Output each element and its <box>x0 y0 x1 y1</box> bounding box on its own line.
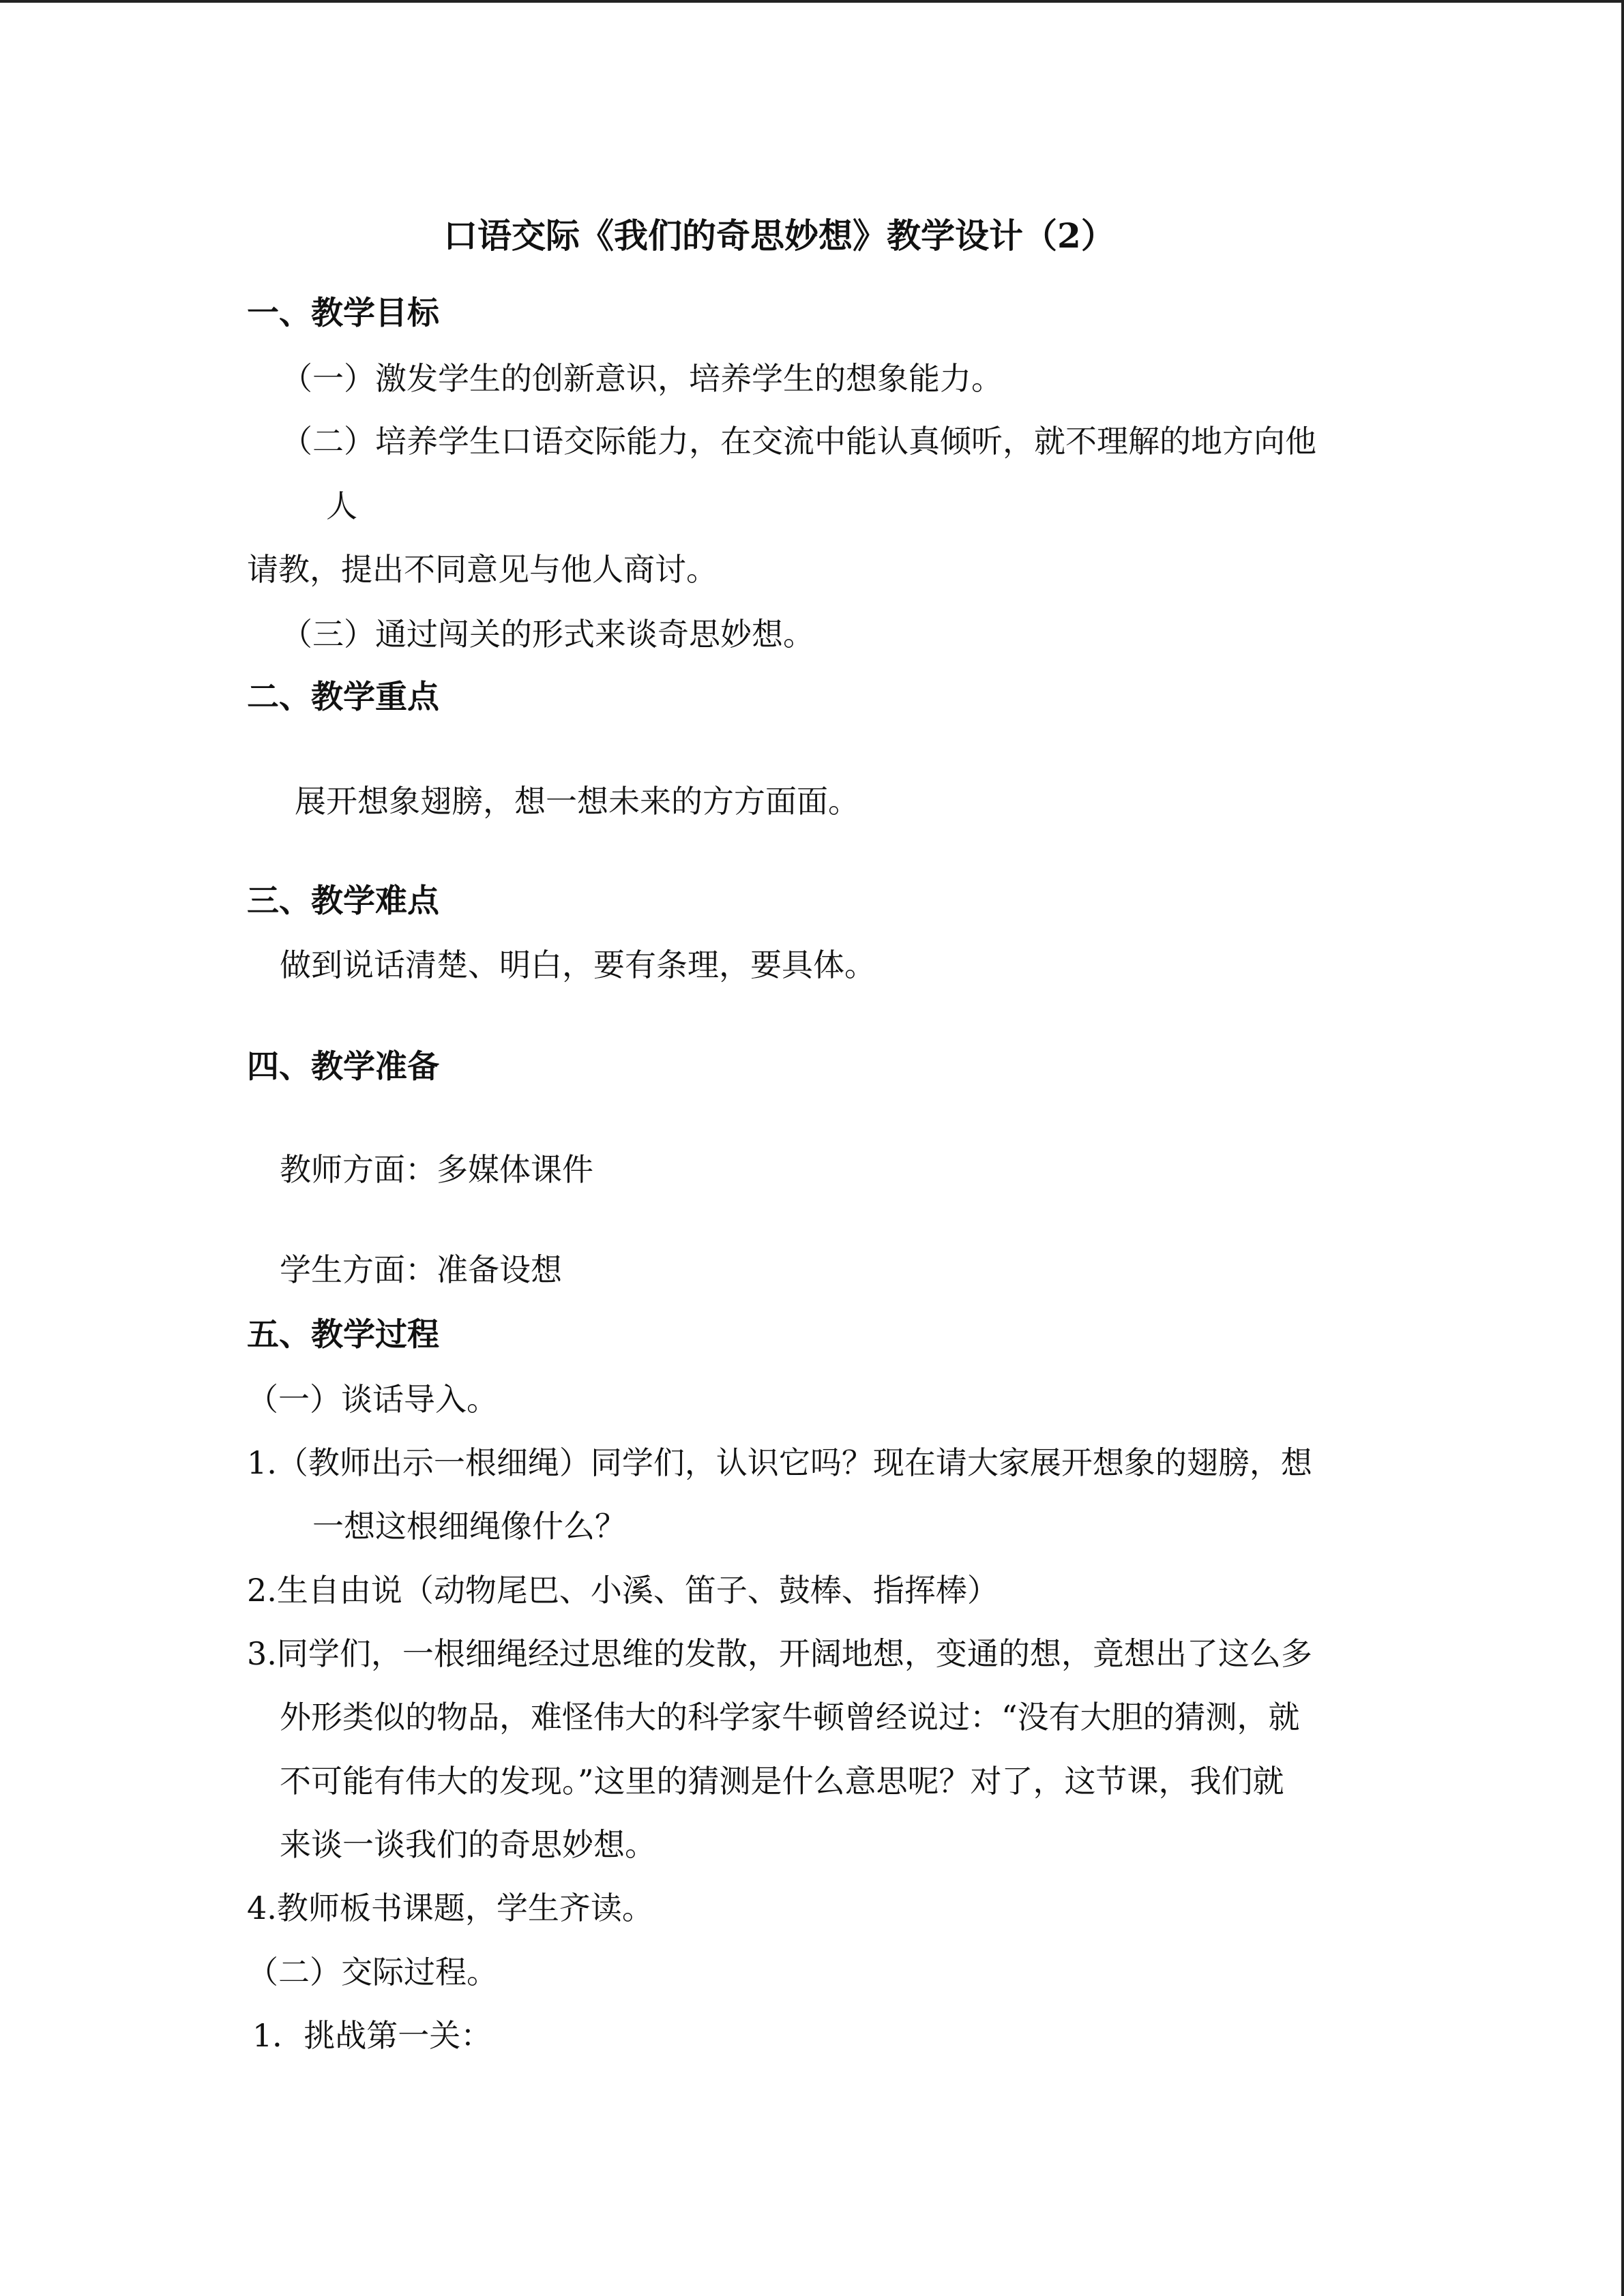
heading-difficulties: 三、教学难点 <box>247 882 439 920</box>
process-step-3-line-1: 3.同学们，一根细绳经过思维的发散，开阔地想，变通的想，竟想出了这么多 <box>247 1635 1312 1672</box>
process-step-1-line-1: 1.（教师出示一根细绳）同学们，认识它吗？现在请大家展开想象的翅膀，想 <box>247 1444 1312 1481</box>
goal-item-3: （三）通过闯关的形式来谈奇思妙想。 <box>281 616 814 653</box>
heading-process: 五、教学过程 <box>247 1316 439 1354</box>
process-step-3-line-3: 不可能有伟大的发现。”这里的猜测是什么意思呢？对了，这节课，我们就 <box>280 1763 1284 1800</box>
heading-key-points: 二、教学重点 <box>247 679 439 716</box>
goal-item-2-line-1: （二）培养学生口语交际能力，在交流中能认真倾听，就不理解的地方向他 <box>281 423 1316 460</box>
difficulties-text: 做到说话清楚、明白，要有条理，要具体。 <box>280 946 876 983</box>
top-border <box>0 0 1624 3</box>
goal-item-2-line-2: 人 <box>326 488 357 524</box>
process-challenge-1: 1．挑战第一关： <box>252 2017 492 2054</box>
process-step-3-line-4: 来谈一谈我们的奇思妙想。 <box>280 1826 656 1863</box>
process-step-3-line-2: 外形类似的物品，难怪伟大的科学家牛顿曾经说过：“没有大胆的猜测，就 <box>280 1699 1300 1735</box>
right-border <box>1621 0 1624 2296</box>
preparation-student: 学生方面：准备设想 <box>280 1251 562 1288</box>
process-step-2: 2.生自由说（动物尾巴、小溪、笛子、鼓棒、指挥棒） <box>247 1572 999 1609</box>
goal-item-2-line-3: 请教，提出不同意见与他人商讨。 <box>247 551 718 588</box>
preparation-teacher: 教师方面：多媒体课件 <box>280 1151 593 1188</box>
process-step-1-line-2: 一想这根细绳像什么？ <box>312 1508 626 1545</box>
key-points-text: 展开想象翅膀，想一想未来的方方面面。 <box>295 783 859 820</box>
page-title: 口语交际《我们的奇思妙想》教学设计（2） <box>443 215 1115 256</box>
heading-goals: 一、教学目标 <box>247 295 439 332</box>
process-part-2: （二）交际过程。 <box>247 1954 498 1991</box>
process-step-4: 4.教师板书课题，学生齐读。 <box>247 1890 653 1926</box>
goal-item-1: （一）激发学生的创新意识，培养学生的想象能力。 <box>281 360 1003 397</box>
process-part-1: （一）谈话导入。 <box>247 1381 498 1418</box>
heading-preparation: 四、教学准备 <box>247 1048 439 1086</box>
